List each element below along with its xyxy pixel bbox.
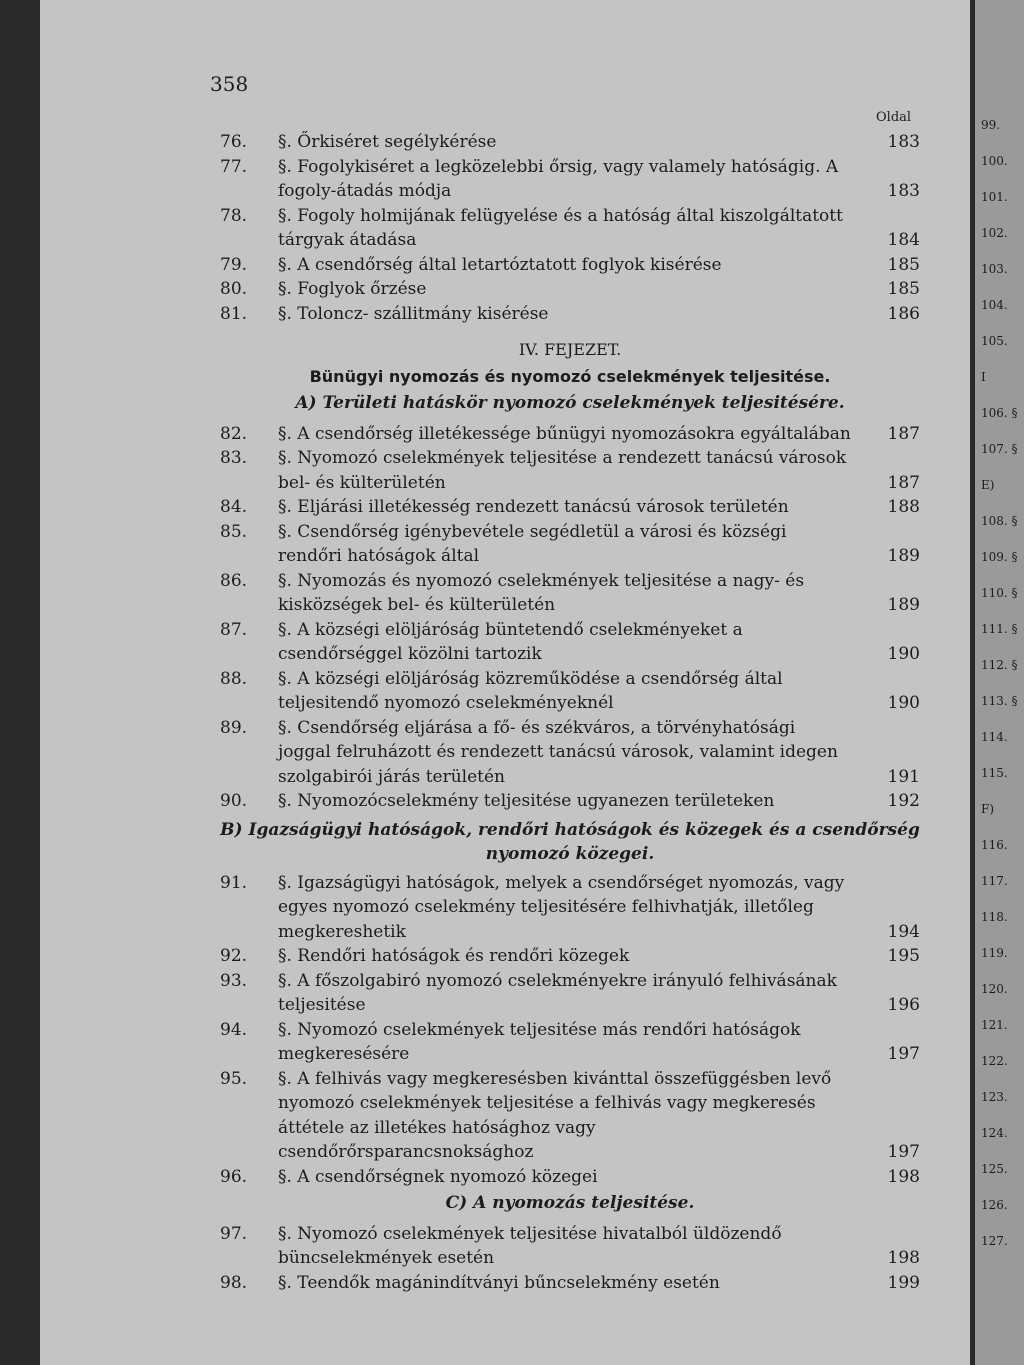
adjacent-page-mark: 109. §: [981, 550, 1018, 564]
toc-entry-number: 83.: [220, 448, 248, 468]
adjacent-page-mark: 112. §: [981, 658, 1018, 672]
toc-entry-page: 194: [887, 921, 920, 942]
toc-entry-number: 86.: [220, 570, 248, 591]
toc-entry: [220, 1222, 920, 1271]
toc-entry: [220, 871, 920, 945]
toc-entry-number: 87.: [220, 619, 248, 640]
adjacent-page-mark: 100.: [981, 154, 1008, 168]
toc-entry-title: §. Nyomozó cselekmények teljesitése más rendőri hatóságok megkeresésére: [278, 1019, 801, 1064]
toc-entry-page: 185: [887, 254, 920, 275]
toc-entry: [220, 155, 920, 204]
adjacent-page-mark: I: [981, 370, 986, 384]
toc-entry: [220, 277, 920, 302]
toc-entry-title: §. A felhivás vagy megkeresésben kivánttal összefüggésben levő nyomozó cselekmények teljesitése a felhivás vagy megkeresés áttétele az illetékes hatósághoz vagy csendőrőrsparancsnoksághoz: [278, 1068, 832, 1162]
adjacent-page-mark: 126.: [981, 1198, 1008, 1212]
toc-entry-title: §. A községi elöljáróság büntetendő cselekményeket a csendőrséggel közölni tartozik: [278, 619, 743, 664]
toc-entry-title: §. Foglyok őrzése: [278, 279, 427, 299]
toc-entry-number: 91.: [220, 872, 248, 893]
toc-entry-page: 189: [887, 546, 920, 566]
entries-top: [220, 130, 920, 326]
toc-entry-title: §. Toloncz- szállitmány kisérése: [278, 303, 549, 324]
toc-entry-number: 76.: [220, 132, 248, 152]
toc-entry-page: 186: [887, 303, 920, 324]
toc-entry: [220, 716, 920, 790]
toc-entry-page: 185: [887, 279, 920, 299]
page-number: 358: [210, 72, 249, 96]
toc-entry: [220, 569, 920, 618]
adjacent-page-mark: 113. §: [981, 694, 1018, 708]
adjacent-page-mark: 119.: [981, 946, 1008, 960]
toc-entry-title: §. Nyomozó cselekmények teljesitése a rendezett tanácsú városok bel- és külterületén: [278, 448, 847, 493]
toc-entry-page: 183: [887, 181, 920, 201]
adjacent-page-mark: 124.: [981, 1126, 1008, 1140]
adjacent-page-mark: 125.: [981, 1162, 1008, 1176]
toc-entry-title: §. A csendőrségnek nyomozó közegei: [278, 1166, 598, 1187]
toc-entry-title: §. Fogolykiséret a legközelebbi őrsig, vagy valamely hatóságig. A fogoly-átadás módja: [278, 156, 839, 201]
adjacent-page-mark: 99.: [981, 118, 1001, 132]
toc-entry-number: 84.: [220, 497, 248, 517]
adjacent-page-mark: 123.: [981, 1090, 1008, 1104]
toc-entry-number: 81.: [220, 303, 248, 324]
toc-entry-number: 97.: [220, 1223, 248, 1244]
toc-entry-title: §. Eljárási illetékesség rendezett tanácsú városok területén: [278, 497, 789, 517]
toc-entry-page: 187: [887, 423, 920, 444]
toc-entry-page: 192: [887, 791, 920, 811]
adjacent-page-mark: 106. §: [981, 406, 1018, 420]
adjacent-page-mark: 118.: [981, 910, 1008, 924]
toc-entry-page: 190: [887, 693, 920, 713]
toc-entry: [220, 944, 920, 969]
adjacent-page-mark: 117.: [981, 874, 1008, 888]
toc-entry-number: 90.: [220, 791, 248, 811]
toc-entry-number: 80.: [220, 279, 248, 299]
toc-entry: [220, 520, 920, 569]
toc-entry-number: 77.: [220, 156, 248, 177]
section-c-heading: C) A nyomozás teljesitése.: [445, 1193, 695, 1213]
adjacent-page-mark: 103.: [981, 262, 1008, 276]
toc-entry-number: 85.: [220, 521, 248, 542]
adjacent-page-mark: 127.: [981, 1234, 1008, 1248]
toc-entry-title: §. Fogoly holmijának felügyelése és a hatóság által kiszolgáltatott tárgyak átadása: [278, 205, 843, 250]
toc-entry-title: §. Nyomozás és nyomozó cselekmények teljesitése a nagy- és kisközségek bel- és külterületén: [278, 570, 805, 615]
toc-entry: [220, 789, 920, 814]
toc-entry-page: 191: [887, 766, 920, 787]
toc-entry: [220, 495, 920, 520]
toc-entry-title: §. A főszolgabiró nyomozó cselekményekre irányuló felhivásának teljesitése: [278, 970, 837, 1015]
adjacent-page-mark: 114.: [981, 730, 1008, 744]
toc-entry: [220, 1165, 920, 1190]
toc-entry-page: 189: [887, 595, 920, 615]
toc-entry-title: §. Nyomozó cselekmények teljesitése hivatalból üldözendő büncselekmények esetén: [278, 1223, 782, 1268]
toc-entry-page: 197: [887, 1142, 920, 1162]
toc-entry: [220, 1271, 920, 1296]
toc-entry-page: 188: [887, 497, 920, 517]
toc-entry-page: 190: [887, 644, 920, 664]
toc-entry: [220, 1067, 920, 1165]
adjacent-page-mark: 107. §: [981, 442, 1018, 456]
entries-section-c: [220, 1222, 920, 1296]
toc-entry-page: 198: [887, 1248, 920, 1268]
adjacent-page-mark: 110. §: [981, 586, 1018, 600]
toc-entry-number: 94.: [220, 1019, 248, 1040]
toc-entry-number: 82.: [220, 423, 248, 444]
toc-entry-title: §. Igazságügyi hatóságok, melyek a csendőrséget nyomozás, vagy egyes nyomozó cselekmény teljesitésére felhivhatják, illetőleg megkereshetik: [278, 872, 845, 942]
chapter-number: IV. FEJEZET.: [518, 340, 622, 359]
toc-entry-title: §. Rendőri hatóságok és rendőri közegek: [278, 946, 630, 966]
toc-entry-title: §. Teendők magánindítványi bűncselekmény esetén: [278, 1272, 720, 1293]
entries-section-a: [220, 422, 920, 814]
adjacent-page-mark: 104.: [981, 298, 1008, 312]
adjacent-page-mark: F): [981, 802, 995, 816]
toc-entry: [220, 446, 920, 495]
adjacent-page-mark: 111. §: [981, 622, 1018, 636]
section-a-heading: A) Területi hatáskör nyomozó cselekmények teljesitésére.: [295, 393, 845, 413]
toc-entry-title: §. A csendőrség által letartóztatott foglyok kisérése: [278, 254, 722, 275]
toc-entry-page: 183: [887, 132, 920, 152]
adjacent-page-mark: 102.: [981, 226, 1008, 240]
adjacent-page-mark: 105.: [981, 334, 1008, 348]
toc-entry-title: §. Csendőrség igénybevétele segédletül a városi és községi rendőri hatóságok által: [278, 521, 787, 566]
toc-entry-title: §. A községi elöljáróság közreműködése a csendőrség által teljesitendő nyomozó cselekményeknél: [278, 668, 783, 713]
toc-entry: [220, 130, 920, 155]
toc-entry-page: 198: [887, 1166, 920, 1187]
toc-entry-number: 95.: [220, 1068, 248, 1089]
adjacent-page-mark: E): [981, 478, 995, 492]
toc-entry-number: 89.: [220, 717, 248, 738]
toc-entry-number: 93.: [220, 970, 248, 991]
toc-entry: [220, 302, 920, 327]
toc-entry-number: 88.: [220, 668, 248, 689]
adjacent-page-edge: [975, 0, 1024, 1365]
toc-entry: [220, 667, 920, 716]
toc-entry-number: 98.: [220, 1272, 248, 1293]
toc-entry: [220, 1018, 920, 1067]
adjacent-page-mark: 115.: [981, 766, 1008, 780]
toc-entry-number: 92.: [220, 946, 248, 966]
toc-entry: [220, 204, 920, 253]
adjacent-page-mark: 116.: [981, 838, 1008, 852]
toc-entry-title: §. A csendőrség illetékessége bűnügyi nyomozásokra egyáltalában: [278, 423, 851, 444]
toc-entry: [220, 969, 920, 1018]
adjacent-page-mark: 120.: [981, 982, 1008, 996]
toc-entry-number: 79.: [220, 254, 248, 275]
toc-entry: [220, 253, 920, 278]
toc-entry: [220, 422, 920, 447]
adjacent-page-mark: 122.: [981, 1054, 1008, 1068]
toc-entry: [220, 618, 920, 667]
toc-entry-page: 199: [887, 1272, 920, 1293]
toc-entry-title: §. Csendőrség eljárása a fő- és székváros, a törvényhatósági joggal felruházott és rendezett tanácsú városok, valamint idegen szolgabirói járás területén: [278, 717, 838, 787]
adjacent-page-mark: 101.: [981, 190, 1008, 204]
chapter-title: Bünügyi nyomozás és nyomozó cselekmények teljesitése.: [309, 366, 831, 386]
book-page: [40, 0, 970, 1365]
toc-entry-page: 184: [887, 230, 920, 250]
toc-entry-page: 197: [887, 1044, 920, 1064]
toc-entry-number: 78.: [220, 205, 248, 226]
toc-entry-page: 196: [887, 995, 920, 1015]
page-column-label: Oldal: [876, 110, 912, 125]
toc-entry-page: 187: [887, 472, 920, 493]
adjacent-page-mark: 121.: [981, 1018, 1008, 1032]
table-of-contents: [220, 130, 920, 1295]
entries-section-b: [220, 871, 920, 1190]
toc-entry-page: 195: [887, 946, 920, 966]
toc-entry-number: 96.: [220, 1166, 248, 1187]
section-b-heading: B) Igazságügyi hatóságok, rendőri hatóságok és közegek és a csendőrség nyomozó közegei.: [220, 819, 920, 864]
toc-entry-title: §. Őrkiséret segélykérése: [278, 132, 497, 152]
adjacent-page-mark: 108. §: [981, 514, 1018, 528]
toc-entry-title: §. Nyomozócselekmény teljesitése ugyanezen területeken: [278, 791, 775, 811]
